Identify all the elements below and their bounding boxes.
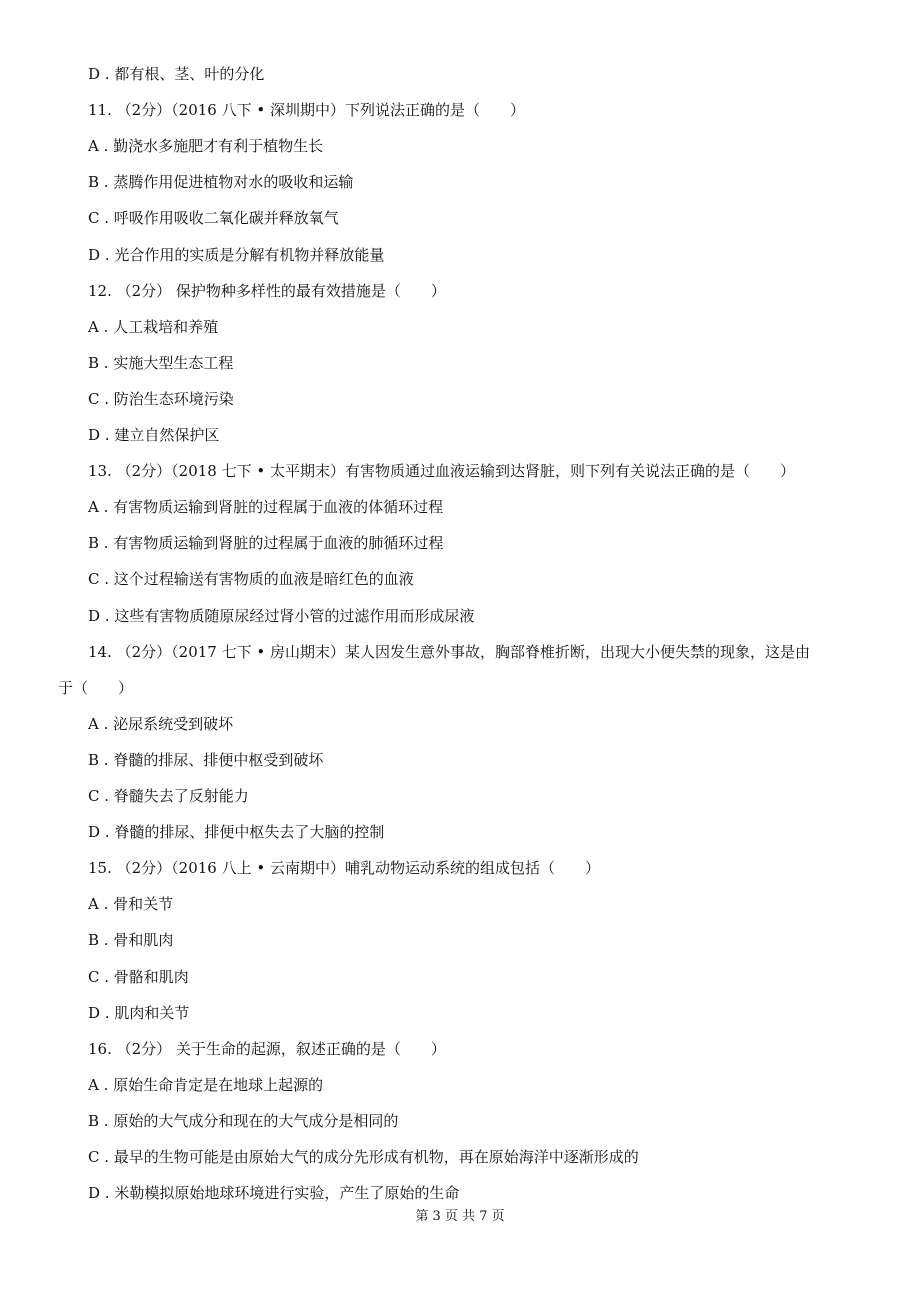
answer-option: C . 防治生态环境污染 <box>88 390 234 408</box>
answer-option: D . 建立自然保护区 <box>88 426 220 444</box>
answer-option: A . 原始生命肯定是在地球上起源的 <box>88 1076 324 1094</box>
question-stem: 15. （2分）（2016 八上 • 云南期中）哺乳动物运动系统的组成包括（ ） <box>88 859 600 877</box>
answer-option: B . 骨和肌肉 <box>88 931 174 949</box>
answer-option: B . 实施大型生态工程 <box>88 354 234 372</box>
page-footer: 第 3 页 共 7 页 <box>415 1209 505 1224</box>
answer-option: D . 肌肉和关节 <box>88 1004 190 1022</box>
question-stem: 12. （2分） 保护物种多样性的最有效措施是（ ） <box>88 282 446 300</box>
answer-option: A . 泌尿系统受到破坏 <box>88 715 234 733</box>
answer-option: A . 人工栽培和养殖 <box>88 318 219 336</box>
question-stem: 13. （2分）（2018 七下 • 太平期末）有害物质通过血液运输到达肾脏，则下列有关说法正确的是（ ） <box>88 462 795 480</box>
question-stem-continued: 于（ ） <box>58 679 134 697</box>
answer-option: D . 米勒模拟原始地球环境进行实验，产生了原始的生命 <box>88 1184 460 1202</box>
answer-option: B . 蒸腾作用促进植物对水的吸收和运输 <box>88 173 354 191</box>
answer-option: D . 脊髓的排尿、排便中枢失去了大脑的控制 <box>88 823 385 841</box>
answer-option: C . 呼吸作用吸收二氧化碳并释放氧气 <box>88 209 339 227</box>
answer-option: D . 都有根、茎、叶的分化 <box>88 65 265 83</box>
answer-option: B . 有害物质运输到肾脏的过程属于血液的肺循环过程 <box>88 534 444 552</box>
question-stem: 11. （2分）（2016 八下 • 深圳期中）下列说法正确的是（ ） <box>88 101 525 119</box>
answer-option: B . 原始的大气成分和现在的大气成分是相同的 <box>88 1112 399 1130</box>
question-stem: 16. （2分） 关于生命的起源，叙述正确的是（ ） <box>88 1040 446 1058</box>
answer-option: C . 骨骼和肌肉 <box>88 968 189 986</box>
answer-option: D . 这些有害物质随原尿经过肾小管的过滤作用而形成尿液 <box>88 607 475 625</box>
answer-option: C . 最早的生物可能是由原始大气的成分先形成有机物，再在原始海洋中逐渐形成的 <box>88 1148 639 1166</box>
answer-option: C . 这个过程输送有害物质的血液是暗红色的血液 <box>88 570 414 588</box>
question-stem: 14. （2分）（2017 七下 • 房山期末）某人因发生意外事故，胸部脊椎折断，出现大小便失禁的现象，这是由 <box>88 643 810 661</box>
answer-option: A . 有害物质运输到肾脏的过程属于血液的体循环过程 <box>88 498 444 516</box>
answer-option: D . 光合作用的实质是分解有机物并释放能量 <box>88 246 385 264</box>
answer-option: A . 骨和关节 <box>88 895 174 913</box>
answer-option: A . 勤浇水多施肥才有利于植物生长 <box>88 137 324 155</box>
answer-option: C . 脊髓失去了反射能力 <box>88 787 249 805</box>
answer-option: B . 脊髓的排尿、排便中枢受到破坏 <box>88 751 324 769</box>
